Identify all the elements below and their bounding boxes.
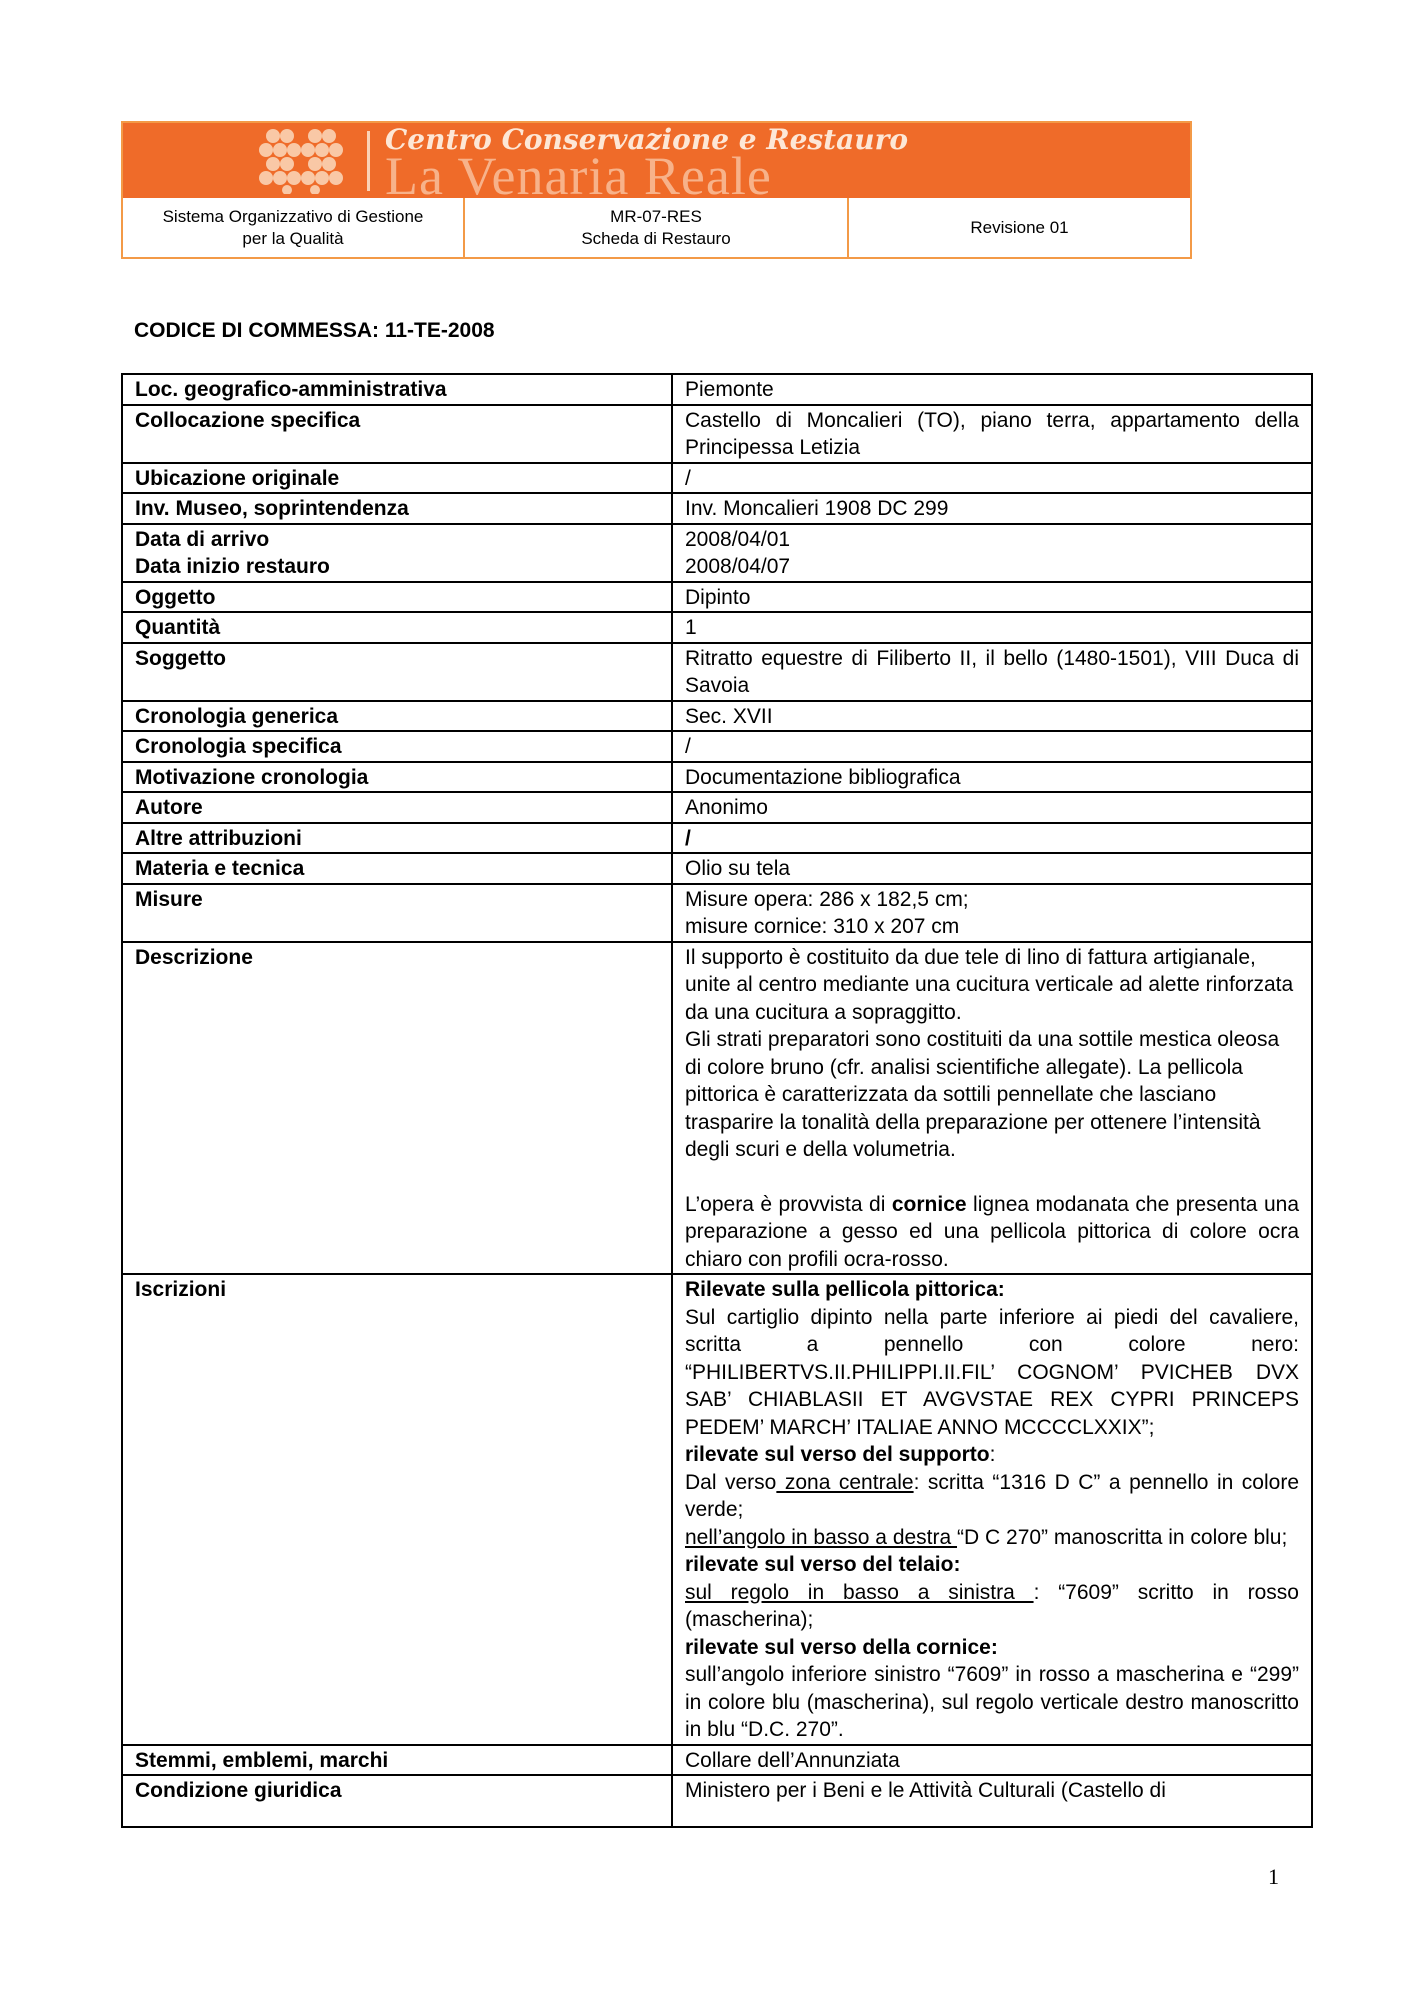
table-row (122, 493, 1312, 524)
header-system-line2: per la Qualità (242, 228, 344, 248)
start-date-value: 2008/04/07 (685, 555, 791, 578)
table-row (122, 731, 1312, 762)
page-number: 1 (1268, 1864, 1279, 1889)
description-paragraph: Gli strati preparatori sono costituiti da una sottile mestica oleosa di colore bruno (cfr. analisi scientifiche allegate). La pellicola pittorica è caratterizzata da sottili pennellate che lasciano trasparire la tonalità della preparazione per ottenere l’intensità degli scuri e della volumetria. (685, 1028, 1280, 1161)
row-label: Stemmi, emblemi, marchi (122, 1745, 672, 1776)
frame-size: misure cornice: 310 x 207 cm (685, 915, 960, 938)
inscription-heading: rilevate sul verso del supporto (685, 1443, 990, 1466)
description-paragraph: Il supporto è costituito da due tele di lino di fattura artigianale, unite al centro mediante una cucitura verticale ad alette rinforzata da una cucitura a sopraggitto. (685, 945, 1294, 1024)
row-label: Cronologia specifica (122, 731, 672, 762)
paragraph-gap (685, 1164, 1299, 1191)
row-label: Misure (122, 884, 672, 942)
table-row (122, 762, 1312, 793)
commessa-code: CODICE DI COMMESSA: 11-TE-2008 (134, 319, 495, 342)
table-row (122, 884, 1312, 942)
row-label: Collocazione specifica (122, 405, 672, 463)
row-value: / (672, 823, 1312, 854)
table-row (122, 853, 1312, 884)
table-row (122, 405, 1312, 463)
row-label: Autore (122, 792, 672, 823)
table-row (122, 374, 1312, 405)
frame-keyword: cornice (891, 1192, 967, 1216)
row-value: Documentazione bibliografica (672, 762, 1312, 793)
table-row (122, 1274, 1312, 1745)
row-label: Ubicazione originale (122, 463, 672, 494)
start-date-label: Data inizio restauro (135, 555, 330, 578)
inscription-text: Dal verso zona centrale: scritta “1316 D C” a pennello in colore verde; (685, 1470, 1299, 1521)
row-label: Iscrizioni (122, 1274, 672, 1745)
row-label: Descrizione (122, 942, 672, 1275)
work-size: Misure opera: 286 x 182,5 cm; (685, 887, 969, 911)
inscription-heading: Rilevate sulla pellicola pittorica: (685, 1278, 1005, 1301)
table-row (122, 643, 1312, 701)
row-value: Inv. Moncalieri 1908 DC 299 (672, 493, 1312, 524)
table-row (122, 1775, 1312, 1827)
description-paragraph: L’opera è provvista di cornice lignea modanata che presenta una preparazione a gesso ed una pellicola pittorica di colore ocra chiaro con profili ocra-rosso. (685, 1192, 1299, 1271)
logo-banner (123, 123, 1190, 198)
row-value: Ritratto equestre di Filiberto II, il bello (1480-1501), VIII Duca di Savoia (672, 643, 1312, 701)
row-label (122, 524, 672, 582)
row-value: / (672, 463, 1312, 494)
table-row (122, 524, 1312, 582)
row-value: Anonimo (672, 792, 1312, 823)
logo-title: Centro Conservazione e Restauro (385, 123, 909, 156)
header-code-cell (465, 198, 849, 257)
header-form-name: Scheda di Restauro (581, 228, 731, 248)
header-system-cell (123, 198, 465, 257)
row-label: Materia e tecnica (122, 853, 672, 884)
row-value: Olio su tela (672, 853, 1312, 884)
header-system-line1: Sistema Organizzativo di Gestione (162, 206, 424, 226)
inscription-text: nell’angolo in basso a destra “D C 270” manoscritta in colore blu; (685, 1525, 1288, 1549)
header-revision-cell (849, 198, 1190, 257)
row-label: Motivazione cronologia (122, 762, 672, 793)
header-code: MR-07-RES (610, 206, 702, 226)
arrival-date-value: 2008/04/01 (685, 527, 791, 551)
row-value: 1 (672, 612, 1312, 643)
row-label: Oggetto (122, 582, 672, 613)
document-header (121, 121, 1192, 259)
table-row (122, 823, 1312, 854)
row-value: Piemonte (672, 374, 1312, 405)
row-value (672, 1274, 1312, 1745)
table-row (122, 701, 1312, 732)
row-label: Soggetto (122, 643, 672, 701)
inscription-text: sul regolo in basso a sinistra : “7609” scritto in rosso (mascherina); (685, 1580, 1299, 1631)
header-revision: Revisione 01 (970, 217, 1069, 237)
arrival-date-label: Data di arrivo (135, 527, 270, 551)
row-value: Castello di Moncalieri (TO), piano terra, appartamento della Principessa Letizia (672, 405, 1312, 463)
table-row (122, 792, 1312, 823)
row-value: Sec. XVII (672, 701, 1312, 732)
row-value: Collare dell’Annunziata (672, 1745, 1312, 1776)
logo-divider (367, 131, 370, 191)
table-row (122, 612, 1312, 643)
row-label: Quantità (122, 612, 672, 643)
logo-subtitle: La Venaria Reale (385, 146, 772, 198)
row-label: Cronologia generica (122, 701, 672, 732)
inscription-heading-line: rilevate sul verso del supporto: (685, 1443, 996, 1466)
inscription-text: sull’angolo inferiore sinistro “7609” in rosso a mascherina e “299” in colore blu (mascherina), sul regolo verticale destro manoscritto in blu “D.C. 270”. (685, 1663, 1299, 1741)
table-row (122, 1745, 1312, 1776)
logo-dots-icon (259, 126, 343, 194)
row-label: Altre attribuzioni (122, 823, 672, 854)
row-value: Dipinto (672, 582, 1312, 613)
row-value (672, 524, 1312, 582)
table-row (122, 463, 1312, 494)
row-value (672, 884, 1312, 942)
inscription-heading: rilevate sul verso del telaio: (685, 1553, 961, 1576)
table-row (122, 582, 1312, 613)
row-label: Inv. Museo, soprintendenza (122, 493, 672, 524)
row-label: Condizione giuridica (122, 1775, 672, 1827)
row-value: Ministero per i Beni e le Attività Culturali (Castello di (672, 1775, 1312, 1827)
row-label: Loc. geografico-amministrativa (122, 374, 672, 405)
row-value (672, 942, 1312, 1275)
inscription-heading: rilevate sul verso della cornice: (685, 1635, 998, 1659)
row-value: / (672, 731, 1312, 762)
inscription-text: Sul cartiglio dipinto nella parte inferiore ai piedi del cavaliere, scritta a pennello con colore nero: “PHILIBERTVS.II.PHILIPPI.II.FIL’ COGNOM’ PVICHEB DVX SAB’ CHIABLASII ET AVGVSTAE REX CYPRI PRINCEPS PEDEM’ MARCH’ ITALIAE ANNO MCCCCLXXIX”; (685, 1305, 1299, 1439)
header-info-row (123, 198, 1190, 257)
restoration-data-table (121, 373, 1313, 1828)
table-row (122, 942, 1312, 1275)
